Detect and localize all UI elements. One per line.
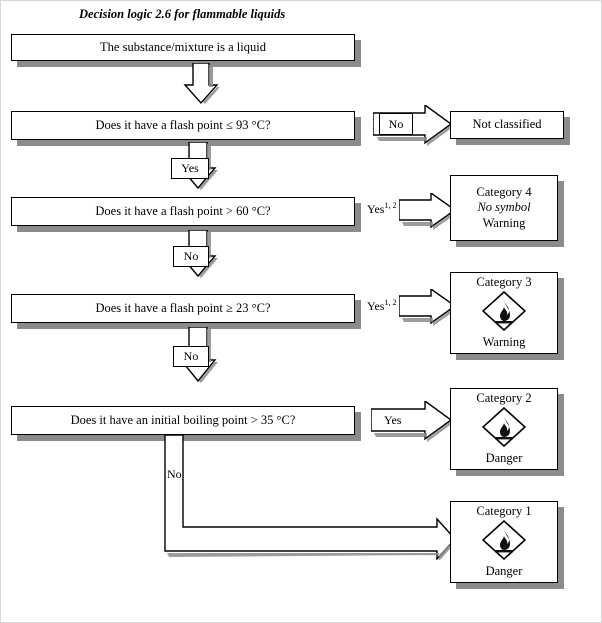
page-title: Decision logic 2.6 for flammable liquids: [79, 7, 286, 21]
question-text: Does it have a flash point > 60 °C?: [95, 204, 271, 218]
label-yes-cat3: [367, 298, 396, 314]
question-text: Does it have a flash point ≤ 93 °C?: [95, 118, 271, 132]
label-text: No: [167, 467, 182, 481]
label-superscript: 1, 2: [384, 298, 397, 307]
result-title: Category 3: [476, 275, 532, 290]
label-text: Yes: [384, 413, 402, 427]
question-box-fp-93: [11, 111, 355, 140]
result-signal-word: Danger: [485, 564, 523, 578]
question-box-fp-60: [11, 197, 355, 226]
label-text: Yes: [181, 161, 199, 175]
flame-pictogram-icon: [482, 407, 526, 451]
question-text: Does it have a flash point ≥ 23 °C?: [95, 301, 271, 315]
result-box-category-1: [450, 501, 558, 583]
result-title: Category 4: [476, 184, 532, 199]
label-no-3: [173, 346, 209, 367]
result-signal-word: Warning: [482, 335, 526, 349]
arrow-no-4-to-category-1: [157, 435, 457, 560]
result-box-category-2: [450, 388, 558, 470]
label-text: Yes: [367, 202, 385, 216]
label-text: No: [388, 116, 404, 131]
result-box-category-3: [450, 272, 558, 354]
result-symbol-text: No symbol: [477, 200, 531, 215]
label-no-4: [167, 467, 182, 482]
label-yes-cat2: [384, 413, 401, 428]
question-text: Does it have an initial boiling point > 35 °C?: [70, 413, 296, 427]
question-box-liquid: [11, 34, 355, 61]
question-text: The substance/mixture is a liquid: [100, 40, 266, 54]
result-signal-word: Warning: [482, 215, 526, 230]
question-box-fp-23: [11, 294, 355, 323]
label-superscript: 1, 2: [384, 201, 397, 210]
result-box-not-classified: [450, 111, 564, 139]
result-title: Category 2: [476, 391, 532, 406]
label-text: No: [183, 249, 199, 263]
question-box-boiling-35: [11, 406, 355, 435]
label-no-2: [173, 246, 209, 267]
label-text: Yes: [367, 299, 385, 313]
result-title: Category 1: [476, 504, 532, 519]
label-text: No: [183, 349, 199, 363]
result-signal-word: Danger: [485, 451, 523, 465]
label-no-1: [379, 113, 413, 135]
label-yes-1: [171, 158, 209, 179]
flame-pictogram-icon: [482, 520, 526, 564]
label-yes-cat4: [367, 201, 396, 217]
arrow-down-q1-q2: [179, 63, 227, 111]
result-title: Not classified: [472, 117, 542, 132]
flame-pictogram-icon: [482, 291, 526, 335]
result-box-category-4: [450, 175, 558, 241]
